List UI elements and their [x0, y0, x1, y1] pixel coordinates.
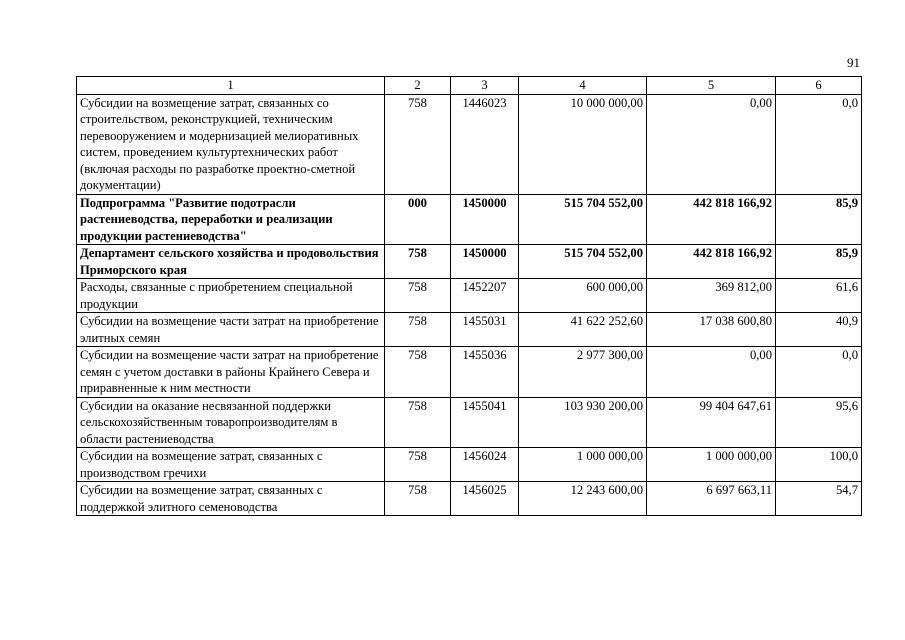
row-code-2: 758	[385, 313, 451, 347]
row-name: Субсидии на возмещение части затрат на приобретение элитных семян	[77, 313, 385, 347]
row-code-2: 758	[385, 279, 451, 313]
row-code-3: 1452207	[451, 279, 519, 313]
row-value-4: 41 622 252,60	[519, 313, 647, 347]
row-value-5: 369 812,00	[647, 279, 776, 313]
row-value-5: 442 818 166,92	[647, 194, 776, 245]
row-name: Департамент сельского хозяйства и продовольствия Приморского края	[77, 245, 385, 279]
row-value-4: 600 000,00	[519, 279, 647, 313]
row-name: Субсидии на оказание несвязанной поддержки сельскохозяйственным товаропроизводителям в области растениеводства	[77, 397, 385, 448]
row-name: Расходы, связанные с приобретением специальной продукции	[77, 279, 385, 313]
row-code-2: 000	[385, 194, 451, 245]
budget-table	[76, 76, 862, 516]
table-row	[77, 245, 862, 279]
column-header: 1	[77, 77, 385, 95]
row-value-5: 442 818 166,92	[647, 245, 776, 279]
row-value-4: 515 704 552,00	[519, 245, 647, 279]
row-percent-6: 85,9	[776, 194, 862, 245]
row-percent-6: 100,0	[776, 448, 862, 482]
table-row	[77, 482, 862, 516]
row-code-3: 1456025	[451, 482, 519, 516]
row-code-2: 758	[385, 94, 451, 194]
row-percent-6: 95,6	[776, 397, 862, 448]
row-code-3: 1455036	[451, 347, 519, 398]
row-name: Субсидии на возмещение затрат, связанных с производством гречихи	[77, 448, 385, 482]
column-header: 3	[451, 77, 519, 95]
row-code-3: 1455041	[451, 397, 519, 448]
column-header: 4	[519, 77, 647, 95]
row-value-5: 0,00	[647, 347, 776, 398]
row-code-3: 1450000	[451, 194, 519, 245]
row-name: Подпрограмма "Развитие подотрасли растениеводства, переработки и реализации продукции растениеводства"	[77, 194, 385, 245]
table-row	[77, 347, 862, 398]
row-value-5: 17 038 600,80	[647, 313, 776, 347]
table-row	[77, 448, 862, 482]
table-row	[77, 313, 862, 347]
row-code-2: 758	[385, 482, 451, 516]
row-value-5: 6 697 663,11	[647, 482, 776, 516]
row-percent-6: 61,6	[776, 279, 862, 313]
row-code-3: 1446023	[451, 94, 519, 194]
row-percent-6: 0,0	[776, 347, 862, 398]
row-name: Субсидии на возмещение затрат, связанных с поддержкой элитного семеноводства	[77, 482, 385, 516]
row-value-4: 10 000 000,00	[519, 94, 647, 194]
row-name: Субсидии на возмещение части затрат на приобретение семян с учетом доставки в районы Крайнего Севера и приравненные к ним местности	[77, 347, 385, 398]
row-code-2: 758	[385, 245, 451, 279]
row-value-4: 103 930 200,00	[519, 397, 647, 448]
row-code-3: 1450000	[451, 245, 519, 279]
row-value-4: 2 977 300,00	[519, 347, 647, 398]
row-name: Субсидии на возмещение затрат, связанных со строительством, реконструкцией, техническим перевооружением и модернизацией мелиоративных систем, проведением культуртехнических работ (включая расходы по разработке проектно-сметной документации)	[77, 94, 385, 194]
table-row	[77, 194, 862, 245]
row-value-4: 12 243 600,00	[519, 482, 647, 516]
table-row	[77, 279, 862, 313]
row-percent-6: 85,9	[776, 245, 862, 279]
row-code-3: 1455031	[451, 313, 519, 347]
row-percent-6: 40,9	[776, 313, 862, 347]
row-code-2: 758	[385, 448, 451, 482]
row-value-5: 99 404 647,61	[647, 397, 776, 448]
row-code-2: 758	[385, 397, 451, 448]
table-row	[77, 94, 862, 194]
page-number: 91	[847, 55, 860, 70]
row-value-4: 515 704 552,00	[519, 194, 647, 245]
row-code-2: 758	[385, 347, 451, 398]
row-code-3: 1456024	[451, 448, 519, 482]
column-header: 6	[776, 77, 862, 95]
row-percent-6: 0,0	[776, 94, 862, 194]
row-value-5: 1 000 000,00	[647, 448, 776, 482]
column-header: 5	[647, 77, 776, 95]
row-value-4: 1 000 000,00	[519, 448, 647, 482]
row-percent-6: 54,7	[776, 482, 862, 516]
table-header-row	[77, 77, 862, 95]
table-row	[77, 397, 862, 448]
column-header: 2	[385, 77, 451, 95]
row-value-5: 0,00	[647, 94, 776, 194]
